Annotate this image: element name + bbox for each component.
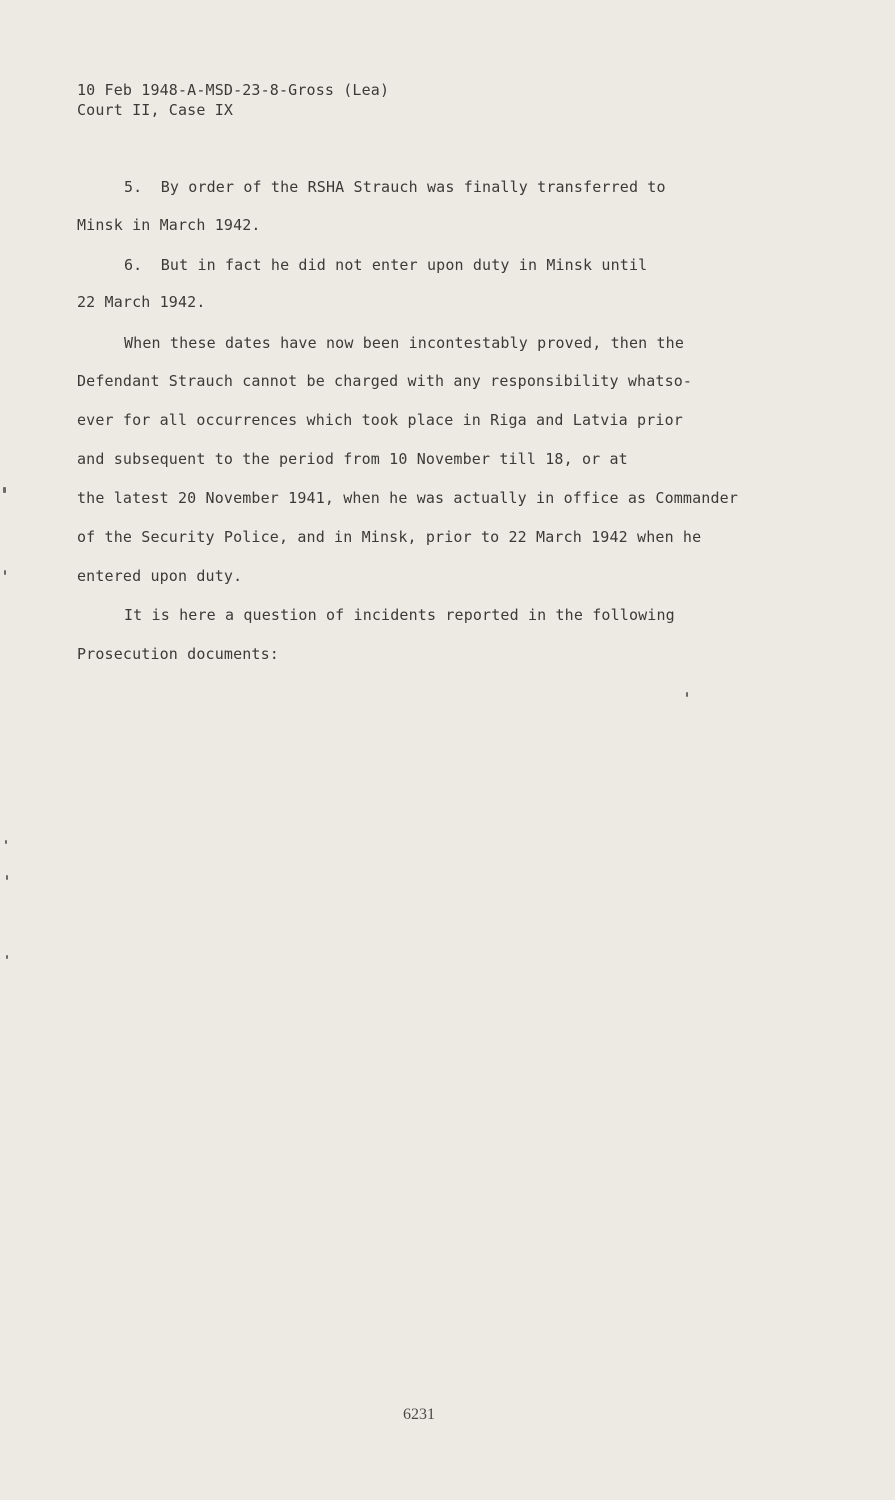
paragraph-dates-line-4: and subsequent to the period from 10 November till 18, or at (77, 450, 628, 468)
paper-speck (6, 875, 8, 880)
paragraph-question-line-2: Prosecution documents: (77, 645, 279, 663)
paper-speck (3, 487, 6, 493)
paragraph-question-line-1: It is here a question of incidents reported in the following (124, 606, 675, 624)
paragraph-dates-line-1: When these dates have now been incontestably proved, then the (124, 334, 685, 352)
paper-speck (686, 692, 688, 697)
header-date-reference: 10 Feb 1948-A-MSD-23-8-Gross (Lea) (77, 81, 390, 99)
paragraph-dates-line-7: entered upon duty. (77, 567, 243, 585)
paragraph-5-line-2: Minsk in March 1942. (77, 216, 261, 234)
paragraph-6-line-1: 6. But in fact he did not enter upon duty in Minsk until (124, 256, 648, 274)
paragraph-dates-line-5: the latest 20 November 1941, when he was actually in office as Commander (77, 489, 739, 507)
paragraph-dates-line-2: Defendant Strauch cannot be charged with any responsibility whatso- (77, 372, 693, 390)
paragraph-dates-line-6: of the Security Police, and in Minsk, prior to 22 March 1942 when he (77, 528, 702, 546)
paragraph-5-line-1: 5. By order of the RSHA Strauch was finally transferred to (124, 178, 666, 196)
paper-speck (5, 840, 7, 844)
paper-speck (6, 955, 8, 959)
page-number: 6231 (403, 1406, 435, 1423)
header-court-case: Court II, Case IX (77, 101, 234, 119)
paragraph-dates-line-3: ever for all occurrences which took place in Riga and Latvia prior (77, 411, 683, 429)
paper-speck (4, 570, 6, 575)
paragraph-6-line-2: 22 March 1942. (77, 293, 206, 311)
